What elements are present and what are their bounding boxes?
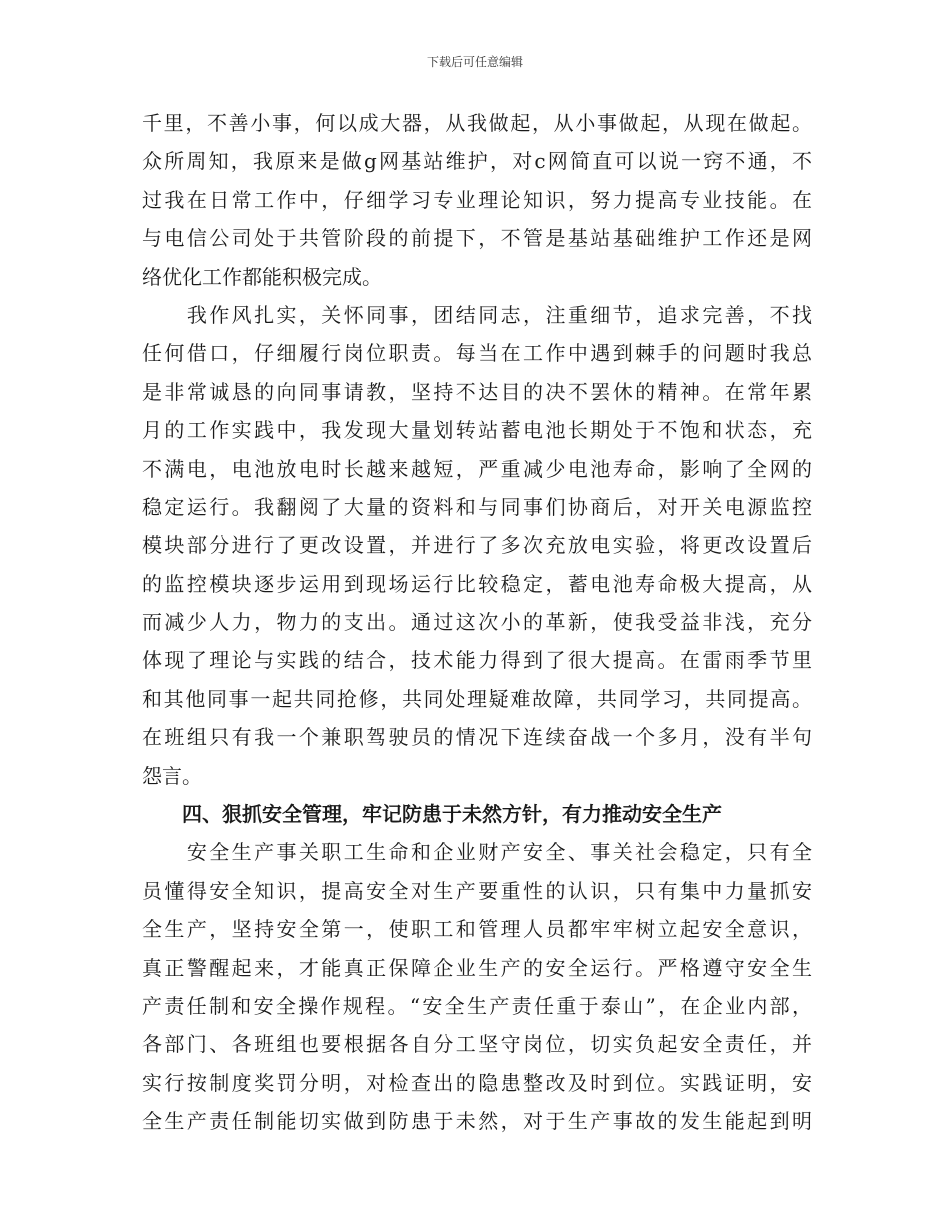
text-line: 全生产，坚持安全第一，使职工和管理人员都牢牢树立起安全意识，: [142, 917, 812, 942]
text-line: 众所周知，我原来是做g网基站维护，对c网简直可以说一窍不通，不: [142, 149, 812, 174]
text-line: 的监控模块逐步运用到现场运行比较稳定，蓄电池寿命极大提高，从: [142, 571, 812, 596]
text-line: 不满电，电池放电时长越来越短，严重减少电池寿命，影响了全网的: [142, 456, 812, 481]
text-line: 是非常诚恳的向同事请教，坚持不达目的决不罢休的精神。在常年累: [142, 379, 812, 404]
text-line: 体现了理论与实践的结合，技术能力得到了很大提高。在雷雨季节里: [142, 648, 812, 673]
text-line: 过我在日常工作中，仔细学习专业理论知识，努力提高专业技能。在: [142, 187, 812, 212]
text-line: 各部门、各班组也要根据各自分工坚守岗位，切实负起安全责任，并: [142, 1032, 812, 1057]
text-line: 员懂得安全知识，提高安全对生产要重性的认识，只有集中力量抓安: [142, 878, 812, 903]
text-line: 全生产责任制能切实做到防患于未然，对于生产事故的发生能起到明: [142, 1109, 812, 1134]
text-line: 实行按制度奖罚分明，对检查出的隐患整改及时到位。实践证明，安: [142, 1070, 812, 1095]
text-line: 模块部分进行了更改设置，并进行了多次充放电实验，将更改设置后: [142, 533, 812, 558]
text-line: 与电信公司处于共管阶段的前提下，不管是基站基础维护工作还是网: [142, 226, 812, 251]
text-line: 络优化工作都能积极完成。: [142, 264, 382, 289]
text-line: 怨言。: [142, 763, 202, 788]
text-line: 真正警醒起来，才能真正保障企业生产的安全运行。严格遵守安全生: [142, 955, 812, 980]
text-line: 而减少人力，物力的支出。通过这次小的革新，使我受益非浅，充分: [142, 610, 812, 635]
text-line: 产责任制和安全操作规程。“安全生产责任重于泰山”，在企业内部，: [142, 993, 812, 1018]
document-body: [142, 104, 812, 1141]
section-heading: 四、狠抓安全管理，牢记防患于未然方针，有力推动安全生产: [142, 802, 722, 827]
text-line: 任何借口，仔细履行岗位职责。每当在工作中遇到棘手的问题时我总: [142, 341, 812, 366]
text-line: 稳定运行。我翻阅了大量的资料和与同事们协商后，对开关电源监控: [142, 494, 812, 519]
page-header: 下载后可任意编辑: [426, 55, 523, 69]
text-line: 和其他同事一起共同抢修，共同处理疑难故障，共同学习，共同提高。: [142, 686, 812, 711]
text-line: 安全生产事关职工生命和企业财产安全、事关社会稳定，只有全: [142, 840, 812, 865]
text-line: 千里，不善小事，何以成大器，从我做起，从小事做起，从现在做起。: [142, 111, 812, 135]
text-line: 在班组只有我一个兼职驾驶员的情况下连续奋战一个多月，没有半句: [142, 725, 812, 750]
text-line: 月的工作实践中，我发现大量划转站蓄电池长期处于不饱和状态，充: [142, 418, 812, 443]
text-line: 我作风扎实，关怀同事，团结同志，注重细节，追求完善，不找: [142, 302, 812, 327]
